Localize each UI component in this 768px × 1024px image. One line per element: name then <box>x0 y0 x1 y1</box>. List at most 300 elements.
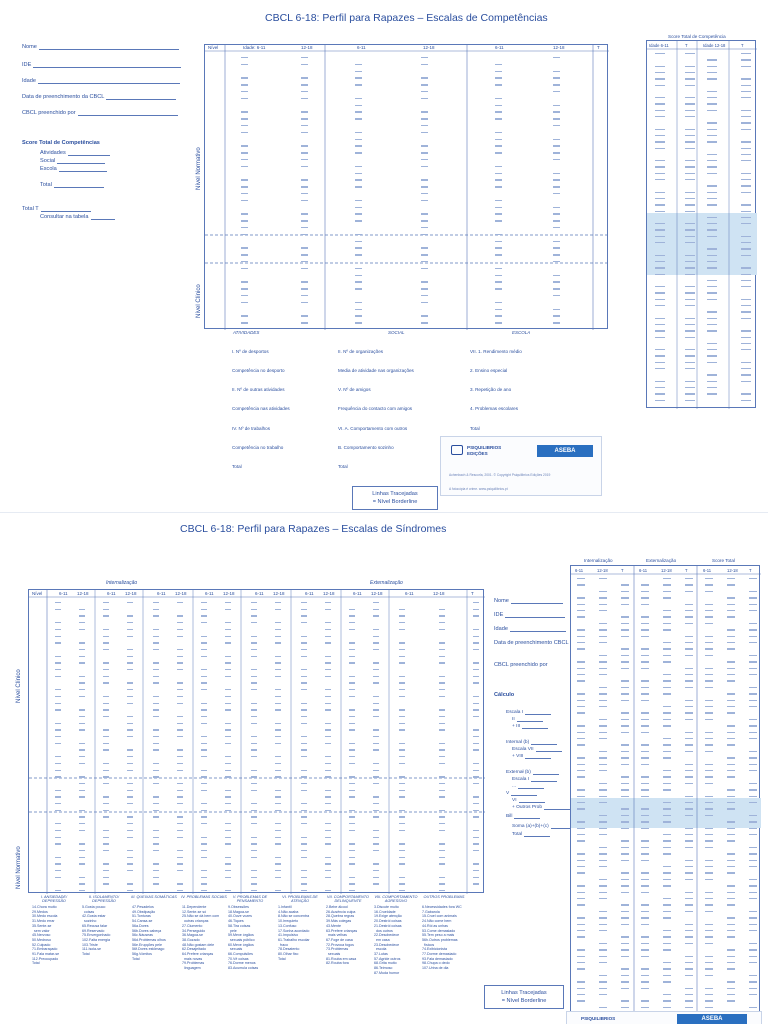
score-mark <box>473 816 479 817</box>
score-mark <box>325 830 331 831</box>
score-mark <box>621 732 629 733</box>
score-mark <box>373 877 379 878</box>
score-mark <box>399 763 405 764</box>
score-mark <box>399 689 405 690</box>
score-mark <box>685 860 693 861</box>
score-mark <box>655 97 665 98</box>
score-mark <box>177 850 183 851</box>
score-mark <box>641 1007 649 1008</box>
score-mark <box>641 808 649 809</box>
score-mark <box>349 676 355 677</box>
score-mark <box>177 870 183 871</box>
score-mark <box>663 629 671 630</box>
score-mark <box>655 362 665 363</box>
score-mark <box>655 166 665 167</box>
score-mark <box>399 823 405 824</box>
score-mark <box>577 693 585 694</box>
score-mark <box>685 166 695 167</box>
scale-label: V. PROBLEMAS DE PENSAMENTO <box>232 895 268 904</box>
score-mark <box>553 227 560 228</box>
score-mark <box>621 668 629 669</box>
total-score-field[interactable]: Total <box>40 182 104 188</box>
score-mark <box>373 736 379 737</box>
score-mark <box>685 103 695 104</box>
score-mark <box>641 936 649 937</box>
score-mark <box>355 315 362 316</box>
borderline-legend: Linhas Tracejadas = Nível Borderline <box>484 985 564 1009</box>
side-group-label: Score Total <box>712 558 735 563</box>
score-mark <box>553 139 560 140</box>
score-mark <box>79 649 85 650</box>
score-mark <box>655 173 665 174</box>
score-mark <box>473 776 479 777</box>
school-score-field[interactable]: Escola <box>40 166 107 172</box>
publisher-logo-block <box>566 1011 762 1024</box>
score-mark <box>439 843 445 844</box>
score-mark <box>251 736 257 737</box>
score-mark <box>225 803 231 804</box>
score-mark <box>553 322 560 323</box>
score-mark <box>741 53 751 54</box>
activities-item: Competência no trabalho <box>232 444 284 450</box>
score-mark <box>685 179 695 180</box>
ide-field[interactable]: IDE <box>494 612 565 618</box>
score-mark <box>663 1007 671 1008</box>
score-mark <box>707 122 717 123</box>
score-mark <box>421 118 428 119</box>
score-mark <box>103 615 109 616</box>
score-mark <box>241 159 248 160</box>
score-mark <box>301 84 308 85</box>
score-mark <box>241 200 248 201</box>
score-mark <box>705 956 713 957</box>
score-mark <box>473 649 479 650</box>
score-mark <box>439 850 445 851</box>
score-mark <box>201 837 207 838</box>
score-mark <box>473 843 479 844</box>
score-mark <box>349 656 355 657</box>
score-mark <box>621 712 629 713</box>
score-mark <box>577 668 585 669</box>
score-mark <box>399 863 405 864</box>
score-mark <box>749 706 757 707</box>
score-mark <box>727 1000 735 1001</box>
score-mark <box>301 98 308 99</box>
score-mark <box>103 629 109 630</box>
score-mark <box>251 803 257 804</box>
score-mark <box>685 776 693 777</box>
score-mark <box>663 1000 671 1001</box>
page-title: CBCL 6-18: Perfil para Rapazes – Escalas de Síndromes <box>180 523 447 535</box>
publisher-logo-icon <box>451 445 463 455</box>
score-mark <box>153 783 159 784</box>
score-mark <box>399 776 405 777</box>
score-mark <box>553 57 560 58</box>
score-mark <box>741 122 751 123</box>
score-mark <box>621 629 629 630</box>
score-mark <box>741 318 751 319</box>
score-mark <box>399 743 405 744</box>
score-mark <box>749 943 757 944</box>
social-score-field[interactable]: Social <box>40 158 105 164</box>
side-header: T <box>749 568 752 573</box>
score-mark <box>577 796 585 797</box>
score-mark <box>473 716 479 717</box>
score-mark <box>641 981 649 982</box>
score-mark <box>553 159 560 160</box>
score-mark <box>621 623 629 624</box>
score-mark <box>741 66 751 67</box>
score-mark <box>127 629 133 630</box>
score-mark <box>251 857 257 858</box>
score-mark <box>225 636 231 637</box>
score-mark <box>553 111 560 112</box>
scale-label: III. QUEIXAS SOMÁTICAS <box>131 895 177 899</box>
score-mark <box>301 64 308 65</box>
score-mark <box>79 850 85 851</box>
filled-by-field[interactable]: CBCL preenchido por <box>494 662 548 668</box>
score-mark <box>749 917 757 918</box>
score-mark <box>741 116 751 117</box>
score-mark <box>473 642 479 643</box>
score-mark <box>355 254 362 255</box>
score-mark <box>301 810 307 811</box>
score-mark <box>127 790 133 791</box>
col-header-t: T <box>597 45 600 50</box>
score-mark <box>707 374 717 375</box>
score-mark <box>275 669 281 670</box>
score-mark <box>685 994 693 995</box>
age-field[interactable]: Idade <box>494 626 566 632</box>
score-mark <box>707 311 717 312</box>
score-mark <box>707 160 717 161</box>
scale-item-list: 3.Discute muito 16.Crueldade 19.Exige atenção 20.Destrói coisas 21.Destrói coisas dos outros 22.Desobedece em casa 23.Desobedece escola 37.Lutas 57.Agride outros 68.Grita muito 86.Teimoso 87.Muda humor <box>374 905 402 975</box>
score-mark <box>325 823 331 824</box>
ide-field[interactable]: IDE <box>22 62 181 68</box>
score-mark <box>127 682 133 683</box>
score-mark <box>177 729 183 730</box>
score-mark <box>749 629 757 630</box>
score-mark <box>325 770 331 771</box>
score-mark <box>241 125 248 126</box>
score-mark <box>349 649 355 650</box>
score-mark <box>103 830 109 831</box>
score-mark <box>275 823 281 824</box>
score-mark <box>399 629 405 630</box>
date-field[interactable]: Data de preenchimento CBCL <box>494 640 569 646</box>
score-mark <box>599 642 607 643</box>
score-mark <box>251 689 257 690</box>
score-mark <box>301 247 308 248</box>
age-field[interactable]: Idade <box>22 78 180 84</box>
col-header: 6-11 <box>353 591 362 596</box>
score-mark <box>655 400 665 401</box>
score-mark <box>655 242 665 243</box>
score-mark <box>439 656 445 657</box>
score-mark <box>553 91 560 92</box>
score-mark <box>749 578 757 579</box>
score-mark <box>749 700 757 701</box>
score-mark <box>707 229 717 230</box>
score-mark <box>663 578 671 579</box>
score-mark <box>473 609 479 610</box>
score-mark <box>553 152 560 153</box>
scale-label: II. ISOLAMENTO/ DEPRESSÃO <box>88 895 120 904</box>
score-mark <box>685 744 693 745</box>
score-mark <box>399 810 405 811</box>
score-mark <box>373 816 379 817</box>
score-mark <box>655 211 665 212</box>
score-mark <box>685 1007 693 1008</box>
score-mark <box>641 949 649 950</box>
score-mark <box>301 200 308 201</box>
score-mark <box>749 911 757 912</box>
score-mark <box>355 247 362 248</box>
name-field[interactable]: Nome <box>494 598 563 604</box>
score-mark <box>241 111 248 112</box>
score-mark <box>373 843 379 844</box>
score-mark <box>127 662 133 663</box>
score-mark <box>577 930 585 931</box>
score-mark <box>153 870 159 871</box>
score-mark <box>641 648 649 649</box>
score-mark <box>79 749 85 750</box>
side-table-title: Score Total de Competência <box>668 34 726 39</box>
score-mark <box>439 676 445 677</box>
score-mark <box>655 72 665 73</box>
score-mark <box>741 343 751 344</box>
score-mark <box>241 64 248 65</box>
score-mark <box>727 840 735 841</box>
score-mark <box>225 669 231 670</box>
score-mark <box>741 217 751 218</box>
score-mark <box>225 810 231 811</box>
score-mark <box>103 609 109 610</box>
score-mark <box>577 962 585 963</box>
score-mark <box>685 267 695 268</box>
score-mark <box>685 988 693 989</box>
score-mark <box>577 840 585 841</box>
score-mark <box>251 810 257 811</box>
score-mark <box>741 91 751 92</box>
score-mark <box>55 689 61 690</box>
score-mark <box>655 324 665 325</box>
calc-item: Escala VII <box>512 746 562 752</box>
score-mark <box>641 693 649 694</box>
score-mark <box>127 689 133 690</box>
filled-by-field[interactable]: CBCL preenchido por <box>22 110 178 116</box>
score-mark <box>705 1007 713 1008</box>
score-mark <box>301 57 308 58</box>
score-mark <box>495 152 502 153</box>
side-header: 12-18 <box>727 568 738 573</box>
score-mark <box>301 669 307 670</box>
score-mark <box>301 322 308 323</box>
score-mark <box>685 636 693 637</box>
score-mark <box>201 689 207 690</box>
score-mark <box>655 393 665 394</box>
score-mark <box>705 988 713 989</box>
score-mark <box>641 988 649 989</box>
score-mark <box>79 763 85 764</box>
col-header-social-6-11: 6-11 <box>357 45 366 50</box>
score-mark <box>301 281 308 282</box>
score-mark <box>421 254 428 255</box>
score-mark <box>577 924 585 925</box>
score-mark <box>599 655 607 656</box>
syndrome-grid-lines <box>29 590 485 894</box>
score-mark <box>103 837 109 838</box>
score-mark <box>655 274 665 275</box>
col-header: 6-11 <box>255 591 264 596</box>
date-field[interactable]: Data de preenchimento da CBCL <box>22 94 176 100</box>
score-mark <box>177 669 183 670</box>
score-mark <box>349 723 355 724</box>
score-mark <box>439 716 445 717</box>
score-mark <box>225 729 231 730</box>
score-mark <box>153 877 159 878</box>
score-mark <box>127 736 133 737</box>
score-mark <box>201 776 207 777</box>
score-mark <box>685 712 693 713</box>
score-mark <box>251 823 257 824</box>
score-mark <box>749 725 757 726</box>
score-mark <box>749 597 757 598</box>
score-mark <box>127 723 133 724</box>
score-mark <box>495 302 502 303</box>
score-mark <box>749 898 757 899</box>
score-mark <box>399 790 405 791</box>
score-mark <box>621 680 629 681</box>
calc-item: ... <box>512 783 544 789</box>
score-mark <box>421 84 428 85</box>
score-mark <box>685 642 693 643</box>
score-mark <box>201 850 207 851</box>
score-mark <box>655 129 665 130</box>
score-mark <box>741 154 751 155</box>
score-mark <box>707 217 717 218</box>
score-mark <box>727 828 735 829</box>
score-mark <box>103 682 109 683</box>
score-mark <box>641 623 649 624</box>
score-mark <box>621 924 629 925</box>
score-mark <box>641 924 649 925</box>
name-field[interactable]: Nome <box>22 44 179 50</box>
school-items <box>470 336 522 445</box>
score-mark <box>685 66 695 67</box>
score-mark <box>685 936 693 937</box>
score-mark <box>153 669 159 670</box>
score-mark <box>741 179 751 180</box>
score-mark <box>727 968 735 969</box>
activities-item: Total <box>232 464 242 470</box>
score-mark <box>355 166 362 167</box>
score-mark <box>373 749 379 750</box>
publisher-brand: PSIQUILIBRIOS <box>581 1016 616 1021</box>
score-mark <box>705 712 713 713</box>
score-mark <box>55 790 61 791</box>
calc-item: Bill <box>506 813 540 819</box>
score-mark <box>103 776 109 777</box>
consultar-tabela-field[interactable]: Consultar na tabela <box>40 214 115 220</box>
score-mark <box>727 642 735 643</box>
activities-score-field[interactable]: Atividades <box>40 150 110 156</box>
score-mark <box>663 783 671 784</box>
score-mark <box>663 655 671 656</box>
score-mark <box>705 943 713 944</box>
score-mark <box>439 830 445 831</box>
score-mark <box>241 145 248 146</box>
score-mark <box>301 132 308 133</box>
score-mark <box>241 77 248 78</box>
score-mark <box>421 322 428 323</box>
score-mark <box>355 152 362 153</box>
score-mark <box>201 709 207 710</box>
axis-clinical: Nível Clínico <box>16 669 22 703</box>
score-mark <box>439 877 445 878</box>
score-mark <box>495 166 502 167</box>
score-mark <box>127 615 133 616</box>
score-mark <box>55 830 61 831</box>
score-mark <box>399 729 405 730</box>
score-mark <box>153 749 159 750</box>
score-mark <box>349 823 355 824</box>
score-mark <box>373 636 379 637</box>
score-mark <box>439 810 445 811</box>
score-mark <box>473 662 479 663</box>
score-mark <box>707 223 717 224</box>
score-mark <box>663 802 671 803</box>
score-mark <box>421 159 428 160</box>
scale-item-list: 1.Infantil 4.Não acaba 8.Não se concentra 10.Irrequieto 13.Confuso 17.Sonha acordado 41.Impulsivo 61.Trabalho escolar fraco 78.Desatento 80.Olhar fixo Total <box>278 905 310 961</box>
total-t-field[interactable]: Total T <box>22 206 91 212</box>
score-mark <box>373 709 379 710</box>
score-mark <box>685 387 695 388</box>
score-mark <box>79 662 85 663</box>
score-mark <box>685 847 693 848</box>
scale-social-label: SOCIAL <box>388 330 405 335</box>
scale-item-list: 6.Necessidades fora WC 7.Gabarola 15.Cruel com animais 24.Não come bem 44.Rói as unhas 53.Come demasiado 55.Tem peso a mais 56h.Outros problemas físicos 74.Exibicionista 77.Dorme demasiado 93.Fala demasiado 98.Chupa o dedo 107.Urina de dia <box>422 905 462 971</box>
side-header: 12-18 <box>661 568 672 573</box>
score-mark <box>55 770 61 771</box>
score-mark <box>621 751 629 752</box>
score-mark <box>201 716 207 717</box>
score-mark <box>641 776 649 777</box>
score-mark <box>355 234 362 235</box>
score-mark <box>599 866 607 867</box>
score-mark <box>473 850 479 851</box>
score-mark <box>421 145 428 146</box>
score-mark <box>741 362 751 363</box>
score-mark <box>685 242 695 243</box>
score-mark <box>241 84 248 85</box>
score-mark <box>373 783 379 784</box>
score-mark <box>663 623 671 624</box>
score-mark <box>599 911 607 912</box>
score-mark <box>355 288 362 289</box>
score-mark <box>201 669 207 670</box>
score-mark <box>177 736 183 737</box>
score-mark <box>621 648 629 649</box>
aseba-logo: ASEBA <box>537 445 593 457</box>
score-mark <box>707 280 717 281</box>
score-mark <box>177 689 183 690</box>
score-mark <box>727 821 735 822</box>
score-mark <box>663 693 671 694</box>
score-mark <box>685 687 693 688</box>
calc-item: Externał (b) <box>506 769 559 775</box>
score-mark <box>153 796 159 797</box>
